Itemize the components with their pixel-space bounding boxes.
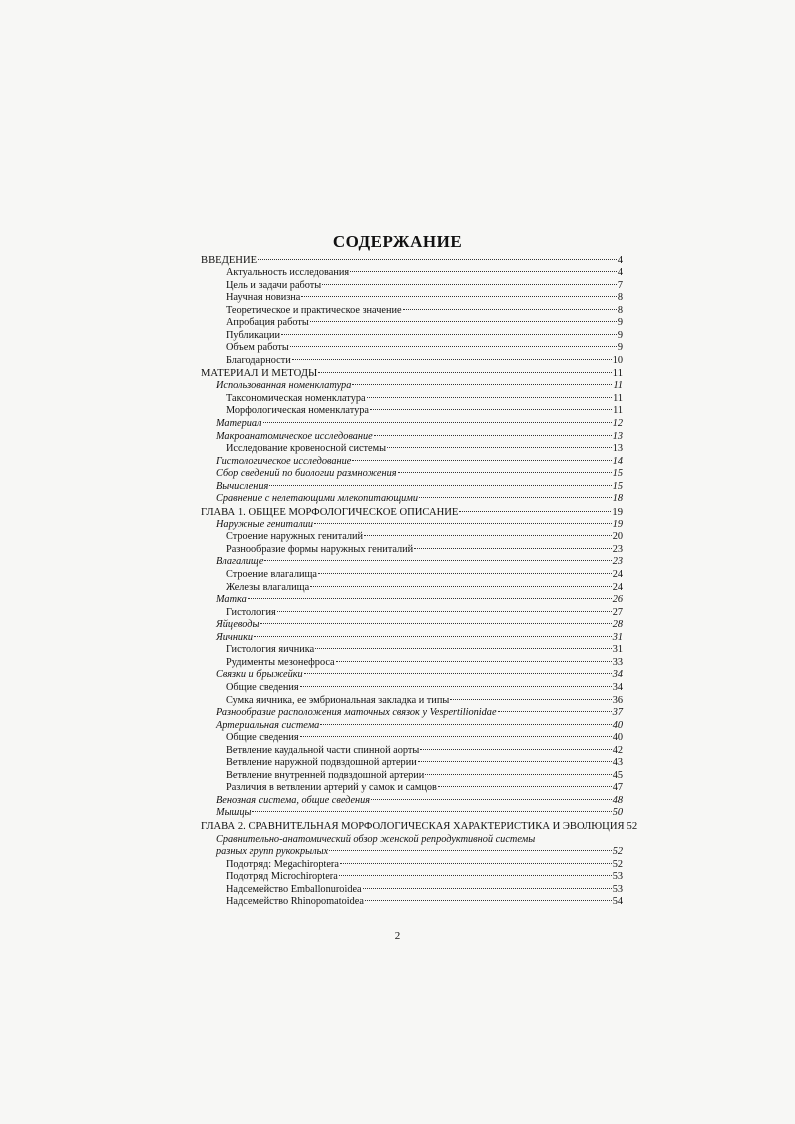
- toc-page-number: 34: [612, 669, 623, 681]
- toc-entry-label: Исследование кровеносной системы: [226, 443, 387, 455]
- dot-leader: [339, 875, 612, 876]
- toc-entry: [201, 531, 623, 544]
- toc-page-number: 13: [612, 443, 623, 455]
- toc-entry: [201, 871, 623, 884]
- toc-entry: [201, 594, 623, 607]
- dot-leader: [310, 586, 612, 587]
- dot-leader: [310, 321, 617, 322]
- toc-page-number: 36: [612, 694, 623, 706]
- toc-entry-label: Артериальная система: [216, 719, 320, 731]
- toc-page-number: 53: [612, 883, 623, 895]
- toc-page-number: 11: [612, 368, 623, 380]
- toc-page-number: 34: [612, 681, 623, 693]
- dot-leader: [336, 661, 612, 662]
- toc-chapter: [201, 367, 623, 380]
- dot-leader: [329, 850, 612, 851]
- toc-page-number: 4: [617, 255, 623, 266]
- toc-page-number: 54: [612, 896, 623, 908]
- dot-leader: [352, 460, 611, 461]
- toc-entry: [201, 468, 623, 481]
- toc-page-number: 37: [612, 707, 623, 719]
- toc-page-number: 20: [612, 531, 623, 543]
- toc-entry-label: Ветвление каудальной части спинной аорты: [226, 744, 420, 756]
- toc-entry-label: Строение наружных гениталий: [226, 531, 364, 543]
- dot-leader: [322, 284, 617, 285]
- toc-page-number: 8: [617, 304, 623, 316]
- toc-entry-label: Надсемейство Emballonuroidea: [226, 883, 362, 895]
- toc-chapter: [201, 820, 638, 833]
- toc-page-number: 28: [612, 619, 623, 631]
- dot-leader: [438, 786, 612, 787]
- toc-entry: [201, 607, 623, 620]
- toc-entry: [201, 556, 623, 569]
- toc-entry-label: Актуальность исследования: [226, 267, 350, 278]
- toc-entry-label: Разнообразие расположения маточных связок у Vespertilionidae: [216, 707, 497, 719]
- dot-leader: [352, 384, 612, 385]
- toc-entry: [201, 695, 623, 708]
- toc-page-number: 33: [612, 656, 623, 668]
- dot-leader: [418, 761, 612, 762]
- toc-page-number: 52: [612, 845, 623, 857]
- toc-entry: [201, 757, 623, 770]
- dot-leader: [320, 724, 611, 725]
- toc-entry: [201, 355, 623, 368]
- toc-page-number: 4: [617, 267, 623, 278]
- toc-page-number: 13: [612, 430, 623, 442]
- page-number: 2: [394, 930, 401, 942]
- toc-entry-label: Сравнение с нелетающими млекопитающими: [216, 493, 419, 505]
- toc-page-number: 50: [612, 807, 623, 819]
- dot-leader: [318, 573, 612, 574]
- toc-entry-label: Мышцы: [216, 807, 252, 819]
- toc-entry: [201, 846, 623, 859]
- toc-entry: [201, 330, 623, 343]
- dot-leader: [258, 259, 617, 260]
- toc-entry-label: Морфологическая номенклатура: [226, 405, 369, 417]
- toc-entry: [201, 644, 623, 657]
- dot-leader: [281, 334, 617, 335]
- toc-entry: [201, 431, 623, 444]
- dot-leader: [292, 359, 612, 360]
- toc-entry: [201, 807, 623, 820]
- toc-entry-label: Яичники: [216, 631, 254, 643]
- toc-entry: [201, 443, 623, 456]
- toc-page-number: 42: [612, 744, 623, 756]
- toc-entry-label: Гистология: [226, 606, 276, 618]
- toc-entry-label: Влагалище: [216, 556, 264, 568]
- toc-entry: [201, 418, 623, 431]
- toc-entry-label: Благодарности: [226, 354, 291, 366]
- toc-entry-label: Подотряд Microchiroptera: [226, 871, 338, 883]
- toc-entry: [201, 393, 623, 406]
- toc-page-number: 12: [612, 418, 623, 430]
- toc-entry: [201, 707, 623, 720]
- toc-entry-label: Общие сведения: [226, 732, 299, 744]
- toc-entry-label: ГЛАВА 1. ОБЩЕЕ МОРФОЛОГИЧЕСКОЕ ОПИСАНИЕ: [201, 506, 459, 518]
- toc-entry: [201, 493, 623, 506]
- toc-entry-label: ВВЕДЕНИЕ: [201, 255, 258, 266]
- toc-page-number: 11: [613, 392, 623, 404]
- toc-entry: [201, 657, 623, 670]
- dot-leader: [304, 673, 612, 674]
- toc-entry: [201, 267, 623, 280]
- dot-leader: [367, 397, 612, 398]
- dot-leader: [300, 736, 612, 737]
- toc-entry: [201, 456, 623, 469]
- toc-entry-label: Ветвление внутренней подвздошной артерии: [226, 769, 425, 781]
- dot-leader: [254, 636, 612, 637]
- toc-entry-label: ГЛАВА 2. СРАВНИТЕЛЬНАЯ МОРФОЛОГИЧЕСКАЯ ХАРАКТЕРИСТИКА И ЭВОЛЮЦИЯ: [201, 820, 625, 832]
- dot-leader: [374, 435, 612, 436]
- toc-page-number: 43: [612, 757, 623, 769]
- toc-entry-label: Венозная система, общие сведения: [216, 794, 371, 806]
- toc-entry-label: Объем работы: [226, 342, 289, 354]
- toc-entry-label: Разнообразие формы наружных гениталий: [226, 543, 414, 555]
- toc-entry-label: Гистологическое исследование: [216, 455, 352, 467]
- toc-page-number: 11: [613, 380, 623, 392]
- dot-leader: [403, 309, 617, 310]
- toc-entry-label: Железы влагалища: [226, 581, 310, 593]
- toc-entry: [201, 619, 623, 632]
- dot-leader: [350, 271, 617, 272]
- dot-leader: [340, 863, 612, 864]
- dot-leader: [301, 296, 616, 297]
- toc-page-number: 23: [612, 556, 623, 568]
- toc-page-number: 9: [617, 329, 623, 341]
- toc-entry: [201, 770, 623, 783]
- toc-page-number: 24: [612, 569, 623, 581]
- toc-entry-label: Сбор сведений по биологии размножения: [216, 468, 397, 480]
- page-title: СОДЕРЖАНИЕ: [332, 232, 463, 251]
- toc-page-number: 47: [612, 782, 623, 794]
- toc-page-number: 15: [612, 480, 623, 492]
- toc-entry-label: Гистология яичника: [226, 644, 315, 656]
- toc-entry: [201, 380, 623, 393]
- toc-entry-label: Яйцеводы: [216, 619, 260, 631]
- toc-page-number: 24: [612, 581, 623, 593]
- dot-leader: [365, 900, 612, 901]
- toc-page-number: 31: [612, 644, 623, 656]
- toc-entry-continued: [201, 833, 623, 846]
- dot-leader: [260, 623, 611, 624]
- toc-entry: [201, 669, 623, 682]
- toc-chapter: [201, 254, 623, 267]
- dot-leader: [450, 699, 611, 700]
- toc-entry: [201, 582, 623, 595]
- toc-entry: [201, 342, 623, 355]
- toc-entry: [201, 745, 623, 758]
- dot-leader: [277, 611, 612, 612]
- dot-leader: [425, 774, 611, 775]
- toc-page-number: 52: [626, 820, 638, 832]
- dot-leader: [248, 598, 612, 599]
- toc-chapter: [201, 506, 623, 519]
- dot-leader: [318, 372, 612, 373]
- toc-entry-label: Использованная номенклатура: [216, 380, 352, 392]
- dot-leader: [414, 548, 612, 549]
- toc-entry: [201, 519, 623, 532]
- toc-entry-label: Теоретическое и практическое значение: [226, 304, 402, 316]
- toc-entry: [201, 795, 623, 808]
- dot-leader: [364, 535, 612, 536]
- dot-leader: [314, 523, 612, 524]
- toc-entry: [201, 896, 623, 909]
- table-of-contents: [201, 254, 638, 909]
- toc-entry: [201, 280, 623, 293]
- dot-leader: [420, 749, 611, 750]
- toc-page-number: 40: [612, 719, 623, 731]
- toc-page-number: 14: [612, 455, 623, 467]
- dot-leader: [269, 485, 611, 486]
- toc-entry: [201, 732, 623, 745]
- dot-leader: [419, 497, 612, 498]
- toc-entry: [201, 569, 623, 582]
- dot-leader: [398, 472, 612, 473]
- dot-leader: [300, 686, 612, 687]
- toc-entry-label: разных групп рукокрылых: [216, 845, 329, 857]
- dot-leader: [498, 711, 612, 712]
- toc-page-number: 52: [612, 858, 623, 870]
- toc-page-number: 40: [612, 732, 623, 744]
- toc-page-number: 7: [617, 279, 623, 291]
- dot-leader: [370, 409, 612, 410]
- toc-entry: [201, 544, 623, 557]
- toc-entry-label: МАТЕРИАЛ И МЕТОДЫ: [201, 368, 318, 380]
- dot-leader: [264, 560, 611, 561]
- toc-entry-label: Материал: [216, 418, 262, 430]
- dot-leader: [290, 346, 617, 347]
- toc-page-number: 9: [617, 342, 623, 354]
- toc-page-number: 11: [613, 405, 623, 417]
- toc-page-number: 19: [612, 518, 623, 530]
- dot-leader: [315, 648, 611, 649]
- toc-entry-label: Подотряд: Megachiroptera: [226, 858, 339, 870]
- toc-entry-label: Ветвление наружной подвздошной артерии: [226, 757, 417, 769]
- dot-leader: [263, 422, 612, 423]
- toc-entry: [201, 720, 623, 733]
- toc-entry-label: Рудименты мезонефроса: [226, 656, 335, 668]
- toc-entry: [201, 782, 623, 795]
- toc-entry-label: Сравнительно-анатомический обзор женской репродуктивной системы: [216, 833, 536, 845]
- toc-entry-label: Таксономическая номенклатура: [226, 392, 366, 404]
- toc-entry-label: Цель и задачи работы: [226, 279, 322, 291]
- toc-entry-label: Надсемейство Rhinopomatoidea: [226, 896, 364, 908]
- toc-page-number: 27: [612, 606, 623, 618]
- toc-entry-label: Общие сведения: [226, 681, 299, 693]
- toc-entry-label: Публикации: [226, 329, 281, 341]
- toc-entry-label: Строение влагалища: [226, 569, 317, 581]
- toc-page-number: 53: [612, 871, 623, 883]
- toc-entry-label: Научная новизна: [226, 292, 301, 304]
- toc-entry: [201, 632, 623, 645]
- toc-page-number: 45: [612, 769, 623, 781]
- toc-entry-label: Апробация работы: [226, 317, 309, 329]
- toc-entry: [201, 405, 623, 418]
- toc-page-number: 23: [612, 543, 623, 555]
- toc-entry: [201, 305, 623, 318]
- toc-entry: [201, 859, 623, 872]
- toc-page-number: 9: [617, 317, 623, 329]
- toc-page-number: 18: [612, 493, 623, 505]
- toc-page-number: 8: [617, 292, 623, 304]
- toc-entry: [201, 481, 623, 494]
- toc-page-number: 31: [612, 631, 623, 643]
- toc-entry-label: Матка: [216, 594, 247, 606]
- dot-leader: [459, 511, 611, 512]
- toc-entry: [201, 884, 623, 897]
- toc-entry-label: Различия в ветвлении артерий у самок и самцов: [226, 782, 437, 794]
- toc-entry-label: Вычисления: [216, 480, 269, 492]
- toc-page-number: 10: [612, 354, 623, 366]
- toc-entry: [201, 682, 623, 695]
- toc-page-number: 48: [612, 794, 623, 806]
- toc-entry-label: Сумка яичника, ее эмбриональная закладка и типы: [226, 694, 450, 706]
- dot-leader: [387, 447, 612, 448]
- dot-leader: [371, 799, 612, 800]
- toc-entry: [201, 317, 623, 330]
- toc-entry-label: Макроанатомическое исследование: [216, 430, 373, 442]
- toc-page-number: 15: [612, 468, 623, 480]
- toc-entry: [201, 292, 623, 305]
- toc-entry-label: Связки и брыжейки: [216, 669, 303, 681]
- toc-page-number: 26: [612, 594, 623, 606]
- dot-leader: [252, 811, 611, 812]
- dot-leader: [363, 888, 612, 889]
- toc-entry-label: Наружные гениталии: [216, 518, 314, 530]
- toc-page-number: 19: [612, 506, 623, 518]
